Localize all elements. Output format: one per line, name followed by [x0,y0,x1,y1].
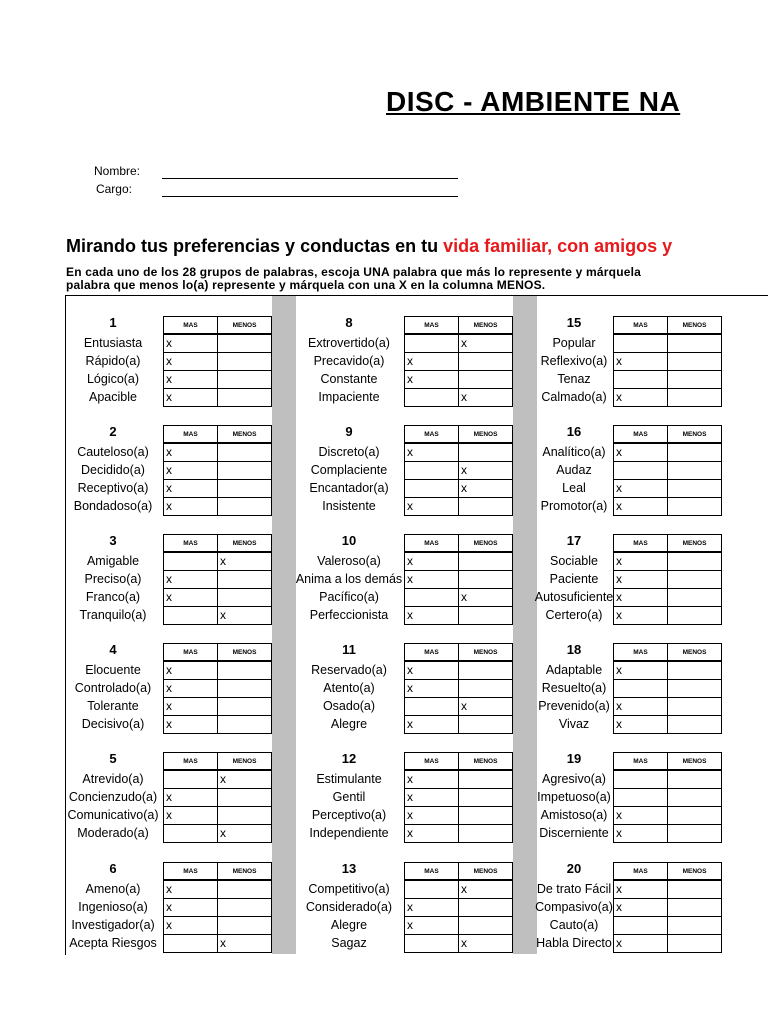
menos-column-header: MENOS [217,425,272,443]
mas-checkbox-cell[interactable]: x [613,606,668,625]
group-word: Autosuficiente [534,590,614,604]
mas-checkbox-cell[interactable]: x [404,606,459,625]
mas-checkbox-cell[interactable]: x [404,916,459,935]
menos-column-header: MENOS [217,752,272,770]
group-word: Alegre [330,717,368,731]
menos-column-header: MENOS [458,534,513,552]
mas-column-header: MAS [613,752,668,770]
group-word: Atrevido(a) [82,772,144,786]
group-word: Audaz [556,463,592,477]
mas-checkbox-cell[interactable]: x [613,497,668,516]
menos-checkbox-cell[interactable] [458,898,513,917]
mas-checkbox-cell[interactable]: x [163,461,218,480]
group-word: Reservado(a) [311,663,387,677]
mas-checkbox-cell[interactable]: x [404,661,459,680]
mas-checkbox-cell[interactable] [163,934,218,953]
group-word: Cauto(a) [549,918,599,932]
mas-checkbox-cell[interactable]: x [404,552,459,571]
menos-checkbox-cell[interactable] [217,461,272,480]
group-word: Promotor(a) [540,499,608,513]
menos-checkbox-cell[interactable]: x [458,697,513,716]
group-word: Agresivo(a) [542,772,606,786]
menos-column-header: MENOS [667,752,722,770]
mas-checkbox-cell[interactable]: x [613,697,668,716]
mas-column-header: MAS [404,425,459,443]
group-number: 3 [109,533,117,548]
group-word: De trato Fácil [536,882,612,896]
menos-column-header: MENOS [667,425,722,443]
menos-checkbox-cell[interactable] [667,880,722,899]
mas-checkbox-cell[interactable] [404,461,459,480]
mas-checkbox-cell[interactable]: x [163,697,218,716]
menos-checkbox-cell[interactable] [667,679,722,698]
mas-column-header: MAS [163,862,218,880]
mas-column-header: MAS [163,752,218,770]
group-number: 18 [566,642,582,657]
group-word: Osado(a) [322,699,376,713]
menos-column-header: MENOS [667,862,722,880]
group-word: Impaciente [318,390,380,404]
menos-checkbox-cell[interactable] [667,352,722,371]
mas-checkbox-cell[interactable]: x [613,806,668,825]
mas-checkbox-cell[interactable] [613,679,668,698]
group-number: 5 [109,751,117,766]
group-word: Preciso(a) [84,572,142,586]
group-word: Precavido(a) [313,354,385,368]
mas-checkbox-cell[interactable] [163,824,218,843]
mas-checkbox-cell[interactable] [163,606,218,625]
group-word: Decisivo(a) [81,717,145,731]
mas-column-header: MAS [613,643,668,661]
menos-checkbox-cell[interactable] [458,370,513,389]
mas-checkbox-cell[interactable] [404,334,459,353]
group-word: Valeroso(a) [317,554,381,568]
menos-checkbox-cell[interactable] [217,661,272,680]
group-word: Apacible [89,390,137,404]
group-word: Tranquilo(a) [79,608,147,622]
mas-checkbox-cell[interactable] [404,588,459,607]
mas-checkbox-cell[interactable] [404,388,459,407]
group-word: Calmado(a) [541,390,607,404]
group-word: Sociable [550,554,598,568]
menos-column-header: MENOS [458,425,513,443]
menos-checkbox-cell[interactable] [458,770,513,789]
group-word: Receptivo(a) [77,481,149,495]
mas-checkbox-cell[interactable]: x [404,679,459,698]
group-word: Acepta Riesgos [69,936,157,950]
group-word: Amistoso(a) [540,808,608,822]
group-word: Certero(a) [545,608,603,622]
group-word: Amigable [86,554,140,568]
menos-checkbox-cell[interactable]: x [458,334,513,353]
mas-column-header: MAS [163,425,218,443]
group-word: Bondadoso(a) [73,499,153,513]
mas-checkbox-cell[interactable]: x [404,715,459,734]
mas-checkbox-cell[interactable]: x [163,334,218,353]
group-word: Pacífico(a) [319,590,379,604]
mas-checkbox-cell[interactable]: x [613,588,668,607]
mas-checkbox-cell[interactable]: x [163,679,218,698]
menos-checkbox-cell[interactable] [667,479,722,498]
mas-checkbox-cell[interactable] [613,916,668,935]
menos-checkbox-cell[interactable] [217,352,272,371]
position-label: Cargo: [95,182,132,196]
menos-checkbox-cell[interactable] [458,788,513,807]
menos-checkbox-cell[interactable] [217,588,272,607]
mas-checkbox-cell[interactable]: x [404,352,459,371]
menos-checkbox-cell[interactable] [458,824,513,843]
group-word: Franco(a) [85,590,141,604]
group-word: Tolerante [87,699,139,713]
menos-checkbox-cell[interactable] [667,806,722,825]
group-word: Controlado(a) [74,681,152,695]
menos-checkbox-cell[interactable] [458,352,513,371]
menos-checkbox-cell[interactable] [217,388,272,407]
menos-column-header: MENOS [217,534,272,552]
menos-checkbox-cell[interactable]: x [217,934,272,953]
menos-checkbox-cell[interactable] [667,934,722,953]
menos-checkbox-cell[interactable] [458,570,513,589]
mas-column-header: MAS [613,534,668,552]
group-word: Moderado(a) [77,826,149,840]
mas-checkbox-cell[interactable]: x [613,479,668,498]
mas-checkbox-cell[interactable]: x [163,443,218,462]
mas-checkbox-cell[interactable]: x [404,497,459,516]
group-word: Vivaz [558,717,590,731]
mas-column-header: MAS [404,316,459,334]
mas-checkbox-cell[interactable]: x [613,898,668,917]
mas-checkbox-cell[interactable] [613,788,668,807]
menos-checkbox-cell[interactable] [667,552,722,571]
group-word: Popular [552,336,596,350]
group-word: Alegre [330,918,368,932]
mas-column-header: MAS [404,752,459,770]
group-word: Sagaz [331,936,367,950]
mas-column-header: MAS [613,316,668,334]
group-number: 10 [341,533,357,548]
group-word: Decidido(a) [81,463,145,477]
mas-column-header: MAS [163,316,218,334]
group-word: Discreto(a) [318,445,380,459]
mas-checkbox-cell[interactable] [613,770,668,789]
group-word: Estimulante [316,772,382,786]
menos-checkbox-cell[interactable] [217,334,272,353]
group-word: Competitivo(a) [308,882,390,896]
mas-checkbox-cell[interactable]: x [613,880,668,899]
group-word: Tenaz [557,372,591,386]
menos-checkbox-cell[interactable] [217,806,272,825]
menos-checkbox-cell[interactable] [667,770,722,789]
menos-checkbox-cell[interactable] [667,606,722,625]
group-word: Adaptable [545,663,603,677]
group-word: Concienzudo(a) [68,790,158,804]
group-word: Compasivo(a) [535,900,613,914]
mas-column-header: MAS [404,534,459,552]
group-word: Analítico(a) [542,445,606,459]
group-number: 16 [566,424,582,439]
menos-checkbox-cell[interactable] [667,898,722,917]
group-number: 17 [566,533,582,548]
menos-checkbox-cell[interactable] [667,661,722,680]
group-number: 12 [341,751,357,766]
heading-text: Mirando tus preferencias y conductas en tu [66,236,444,256]
mas-checkbox-cell[interactable]: x [163,370,218,389]
menos-checkbox-cell[interactable] [217,443,272,462]
group-word: Insistente [322,499,376,513]
menos-checkbox-cell[interactable] [217,916,272,935]
menos-column-header: MENOS [458,752,513,770]
group-number: 15 [566,315,582,330]
menos-checkbox-cell[interactable] [217,679,272,698]
group-number: 20 [566,861,582,876]
menos-checkbox-cell[interactable] [458,606,513,625]
menos-checkbox-cell[interactable]: x [458,880,513,899]
menos-checkbox-cell[interactable] [667,370,722,389]
group-number: 6 [109,861,117,876]
menos-checkbox-cell[interactable] [217,788,272,807]
menos-checkbox-cell[interactable] [667,388,722,407]
group-word: Ingenioso(a) [78,900,148,914]
menos-checkbox-cell[interactable] [458,497,513,516]
group-word: Resuelto(a) [541,681,607,695]
group-word: Investigador(a) [71,918,155,932]
menos-checkbox-cell[interactable]: x [217,824,272,843]
group-number: 11 [342,642,356,657]
mas-column-header: MAS [163,534,218,552]
mas-column-header: MAS [163,643,218,661]
mas-checkbox-cell[interactable]: x [163,388,218,407]
mas-checkbox-cell[interactable]: x [163,806,218,825]
menos-checkbox-cell[interactable] [458,715,513,734]
menos-checkbox-cell[interactable] [667,334,722,353]
instructions-line-2: palabra que menos lo(a) represente y márquela con una X en la columna MENOS. [66,278,546,292]
mas-checkbox-cell[interactable] [404,697,459,716]
mas-checkbox-cell[interactable]: x [404,824,459,843]
group-word: Impetuoso(a) [537,790,611,804]
mas-checkbox-cell[interactable]: x [163,715,218,734]
group-word: Ameno(a) [85,882,141,896]
menos-column-header: MENOS [217,643,272,661]
menos-checkbox-cell[interactable] [458,661,513,680]
mas-checkbox-cell[interactable] [404,880,459,899]
mas-column-header: MAS [613,862,668,880]
mas-checkbox-cell[interactable]: x [404,370,459,389]
name-label: Nombre: [93,164,140,178]
group-word: Habla Directo [536,936,612,950]
mas-checkbox-cell[interactable]: x [404,570,459,589]
mas-checkbox-cell[interactable]: x [404,788,459,807]
mas-checkbox-cell[interactable]: x [613,570,668,589]
group-number: 2 [109,424,117,439]
mas-checkbox-cell[interactable]: x [163,570,218,589]
mas-checkbox-cell[interactable] [163,552,218,571]
mas-checkbox-cell[interactable]: x [404,806,459,825]
mas-checkbox-cell[interactable] [613,334,668,353]
mas-checkbox-cell[interactable]: x [404,770,459,789]
menos-checkbox-cell[interactable] [458,443,513,462]
menos-column-header: MENOS [667,534,722,552]
group-word: Perceptivo(a) [311,808,387,822]
group-word: Paciente [549,572,599,586]
mas-checkbox-cell[interactable] [404,934,459,953]
group-number: 9 [345,424,353,439]
mas-checkbox-cell[interactable]: x [613,388,668,407]
group-word: Encantador(a) [309,481,389,495]
group-number: 8 [345,315,353,330]
mas-checkbox-cell[interactable]: x [163,497,218,516]
mas-checkbox-cell[interactable]: x [613,715,668,734]
mas-checkbox-cell[interactable]: x [163,880,218,899]
mas-column-header: MAS [404,862,459,880]
mas-checkbox-cell[interactable]: x [163,916,218,935]
menos-column-header: MENOS [217,316,272,334]
menos-checkbox-cell[interactable] [667,497,722,516]
mas-checkbox-cell[interactable]: x [613,443,668,462]
group-word: Gentil [332,790,366,804]
group-number: 19 [566,751,582,766]
group-word: Elocuente [85,663,141,677]
menos-checkbox-cell[interactable] [667,788,722,807]
mas-checkbox-cell[interactable] [404,479,459,498]
mas-checkbox-cell[interactable]: x [613,934,668,953]
menos-checkbox-cell[interactable] [667,824,722,843]
menos-column-header: MENOS [458,862,513,880]
menos-checkbox-cell[interactable]: x [217,552,272,571]
mas-checkbox-cell[interactable]: x [404,443,459,462]
menos-checkbox-cell[interactable]: x [458,461,513,480]
menos-checkbox-cell[interactable] [667,916,722,935]
group-word: Perfeccionista [309,608,389,622]
group-word: Leal [562,481,586,495]
group-number: 1 [109,315,117,330]
mas-checkbox-cell[interactable]: x [613,661,668,680]
heading-highlight: vida familiar, con amigos y [443,236,673,256]
group-word: Reflexivo(a) [540,354,608,368]
menos-column-header: MENOS [458,316,513,334]
group-word: Lógico(a) [86,372,140,386]
menos-checkbox-cell[interactable] [217,570,272,589]
mas-checkbox-cell[interactable] [163,770,218,789]
menos-checkbox-cell[interactable] [217,479,272,498]
menos-checkbox-cell[interactable] [217,715,272,734]
menos-checkbox-cell[interactable] [217,880,272,899]
mas-checkbox-cell[interactable]: x [613,352,668,371]
group-word: Rápido(a) [85,354,141,368]
mas-column-header: MAS [404,643,459,661]
menos-checkbox-cell[interactable] [458,806,513,825]
group-word: Anima a los demás [295,572,403,586]
group-word: Independiente [309,826,389,840]
menos-column-header: MENOS [667,316,722,334]
group-word: Extrovertido(a) [308,336,390,350]
group-word: Complaciente [310,463,388,477]
mas-checkbox-cell[interactable]: x [613,824,668,843]
menos-checkbox-cell[interactable] [217,370,272,389]
menos-checkbox-cell[interactable] [667,570,722,589]
menos-checkbox-cell[interactable]: x [217,606,272,625]
menos-checkbox-cell[interactable]: x [458,934,513,953]
menos-checkbox-cell[interactable] [217,898,272,917]
menos-checkbox-cell[interactable]: x [217,770,272,789]
menos-checkbox-cell[interactable] [667,715,722,734]
page-title: DISC - AMBIENTE NA [386,86,681,117]
group-number: 13 [341,861,357,876]
mas-checkbox-cell[interactable] [613,461,668,480]
menos-checkbox-cell[interactable] [667,588,722,607]
menos-checkbox-cell[interactable]: x [458,388,513,407]
mas-checkbox-cell[interactable]: x [163,479,218,498]
group-word: Constante [320,372,378,386]
mas-checkbox-cell[interactable]: x [163,788,218,807]
menos-checkbox-cell[interactable] [458,679,513,698]
group-word: Atento(a) [323,681,375,695]
menos-column-header: MENOS [217,862,272,880]
mas-checkbox-cell[interactable]: x [613,552,668,571]
menos-checkbox-cell[interactable] [667,443,722,462]
mas-checkbox-cell[interactable] [613,370,668,389]
menos-checkbox-cell[interactable] [458,552,513,571]
mas-checkbox-cell[interactable]: x [163,898,218,917]
menos-checkbox-cell[interactable] [667,697,722,716]
group-number: 4 [109,642,117,657]
group-word: Considerado(a) [305,900,393,914]
menos-column-header: MENOS [667,643,722,661]
group-word: Discerniente [539,826,609,840]
menos-checkbox-cell[interactable]: x [458,479,513,498]
menos-checkbox-cell[interactable] [217,697,272,716]
mas-checkbox-cell[interactable]: x [163,588,218,607]
menos-checkbox-cell[interactable] [667,461,722,480]
mas-checkbox-cell[interactable]: x [404,898,459,917]
instructions-line-1: En cada uno de los 28 grupos de palabras, escoja UNA palabra que más lo represente y márquela [66,265,642,279]
group-word: Prevenido(a) [538,699,610,713]
mas-checkbox-cell[interactable]: x [163,661,218,680]
menos-checkbox-cell[interactable] [217,497,272,516]
group-word: Entusiasta [83,336,143,350]
mas-column-header: MAS [613,425,668,443]
mas-checkbox-cell[interactable]: x [163,352,218,371]
menos-checkbox-cell[interactable]: x [458,588,513,607]
group-word: Comunicativo(a) [67,808,159,822]
group-word: Cauteloso(a) [77,445,149,459]
menos-checkbox-cell[interactable] [458,916,513,935]
menos-column-header: MENOS [458,643,513,661]
